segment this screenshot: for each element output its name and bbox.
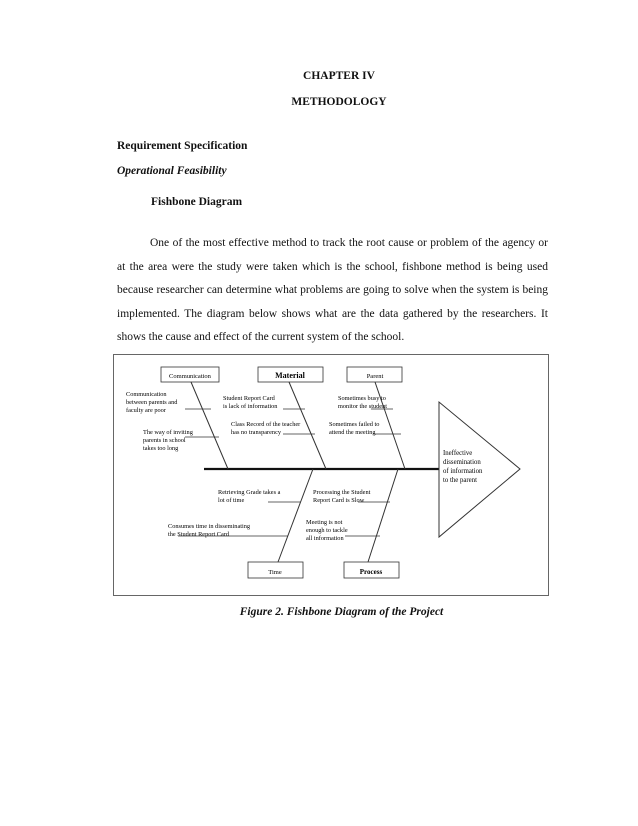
svg-text:between parents and: between parents and: [126, 399, 178, 406]
category-label-parent: Parent: [366, 373, 384, 380]
svg-text:dissemination: dissemination: [443, 459, 481, 466]
svg-text:lot of time: lot of time: [218, 497, 245, 504]
body-paragraph: [117, 232, 548, 350]
svg-text:Consumes time in disseminating: Consumes time in disseminating: [168, 523, 251, 530]
category-label-communication: Communication: [169, 373, 211, 380]
cause-mat-1: [223, 395, 278, 410]
cause-par-1: [338, 395, 387, 410]
svg-text:attend the meeting: attend the meeting: [329, 429, 376, 436]
svg-text:The way of inviting: The way of inviting: [143, 429, 193, 436]
svg-text:has no transparency: has no transparency: [231, 429, 282, 436]
subsection-heading-fishbone: Fishbone Diagram: [151, 196, 243, 208]
figure-caption: Figure 2. Fishbone Diagram of the Project: [239, 606, 444, 618]
svg-text:Report Card is Slow: Report Card is Slow: [313, 497, 365, 504]
svg-text:Sometimes failed to: Sometimes failed to: [329, 421, 380, 428]
svg-text:faculty are poor: faculty are poor: [126, 407, 166, 414]
svg-text:Communication: Communication: [126, 391, 167, 398]
section-heading-requirement: Requirement Specification: [117, 140, 248, 152]
svg-text:Meeting is not: Meeting is not: [306, 519, 343, 526]
subsection-heading-operational: Operational Feasibility: [117, 165, 227, 177]
category-label-material: Material: [275, 371, 305, 380]
svg-text:parents in school: parents in school: [143, 437, 186, 444]
svg-text:Retrieving Grade takes a: Retrieving Grade takes a: [218, 489, 281, 496]
svg-text:of information: of information: [443, 468, 483, 475]
svg-text:all information: all information: [306, 535, 344, 542]
svg-text:to the parent: to the parent: [443, 477, 477, 484]
svg-text:enough to tackle: enough to tackle: [306, 527, 348, 534]
svg-text:Processing the Student: Processing the Student: [313, 489, 371, 496]
category-label-process: Process: [359, 568, 383, 576]
cause-proc-2: [306, 519, 348, 542]
cause-par-2: [329, 421, 379, 436]
svg-text:takes too long: takes too long: [143, 445, 179, 452]
svg-text:Ineffective: Ineffective: [443, 450, 473, 457]
category-label-time: Time: [268, 569, 282, 576]
svg-text:monitor the student: monitor the student: [338, 403, 387, 410]
chapter-title: CHAPTER IV: [303, 70, 375, 82]
body-paragraph-text: One of the most effective method to track the root cause or problem of the agency or at the area were the study were taken which is the school, fishbone method is being used because researcher can determine what problems are going to solve when the system is being implemented. The diagram below shows what are the data gathered by the researchers. It shows the cause and effect of the current system of the school.: [117, 237, 548, 344]
svg-text:is lack of information: is lack of information: [223, 403, 278, 410]
cause-proc-1: [313, 489, 371, 504]
svg-text:Class Record of the teacher: Class Record of the teacher: [231, 421, 301, 428]
svg-text:Student Report Card: Student Report Card: [223, 395, 275, 402]
chapter-subtitle: METHODOLOGY: [291, 96, 387, 108]
svg-text:the Student Report Card: the Student Report Card: [168, 531, 230, 538]
fishbone-diagram: [113, 354, 549, 596]
svg-text:Sometimes busy to: Sometimes busy to: [338, 395, 386, 402]
